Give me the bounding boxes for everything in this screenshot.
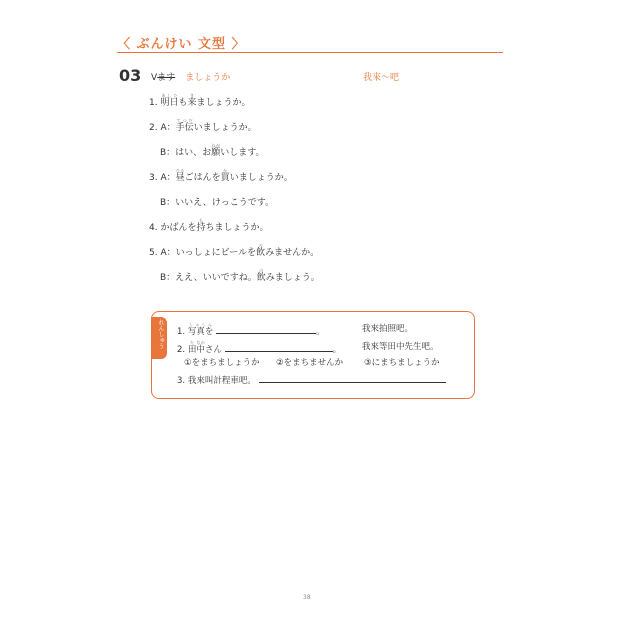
exercise-q1-translation: 我來拍照吧。: [362, 324, 414, 334]
sentence-text: いします。: [220, 148, 265, 158]
sentence-text: みましょう。: [265, 273, 320, 283]
sentence-number: 1.: [149, 98, 158, 108]
sentence-text: B：ええ、いいですね。: [160, 273, 257, 283]
sentence-text: A：: [160, 173, 176, 183]
example-sentence-3b: B：いいえ、けっこうです。: [160, 198, 274, 208]
question-number: 3.: [177, 376, 186, 386]
sentence-number: 5.: [149, 248, 158, 258]
sentence-number: 3.: [149, 173, 158, 183]
example-sentence-2b: [160, 143, 264, 158]
ruby-word: 買か: [220, 168, 230, 183]
sentence-text: A：: [160, 123, 176, 133]
question-text: 我來叫計程車吧。: [187, 376, 256, 386]
sentence-text: A：いっしょにビールを: [160, 248, 257, 258]
example-sentence-3a: [149, 168, 293, 183]
pattern-formula: [151, 70, 230, 83]
answer-blank[interactable]: [225, 343, 333, 352]
sentence-text: いましょうか。: [229, 173, 293, 183]
sentence-text: ましょうか。: [196, 98, 251, 108]
ruby-word: 明日あした: [160, 93, 179, 108]
ruby-word: 中なか: [196, 340, 205, 355]
ruby-word: 写真をしゃしん: [187, 322, 214, 337]
answer-blank[interactable]: [259, 374, 446, 383]
exercise-tab-label: れんしゅう: [157, 319, 164, 349]
sentence-text: みませんか。: [265, 248, 320, 258]
ruby-word: 飲の: [256, 268, 266, 283]
sentence-text: ごはんを: [184, 173, 221, 183]
section-divider: [117, 52, 503, 53]
ruby-word: 昼ひる: [175, 168, 185, 183]
sentence-text: も: [178, 98, 188, 108]
question-number: 2.: [177, 345, 186, 355]
pattern-struck: ます: [157, 73, 176, 83]
ruby-word: 飲の: [256, 243, 266, 258]
pattern-v: V: [151, 73, 158, 83]
pattern-form: ましょうか: [185, 73, 231, 83]
example-sentence-1: [149, 93, 251, 108]
ruby-word: 持も: [196, 218, 206, 233]
ruby-word: 来き: [187, 93, 197, 108]
option-3: ③にまちましょうか: [364, 358, 440, 368]
ruby-word: 田た: [187, 340, 197, 355]
exercise-q3: [177, 374, 446, 386]
exercise-q1: 1. 写真をしゃしん 。: [177, 322, 325, 337]
section-title: 〈 ぶんけい 文型 〉: [117, 37, 246, 52]
sentence-text: ちましょうか。: [205, 223, 269, 233]
option-2: ②をまちませんか: [276, 358, 344, 368]
example-sentence-4: [149, 218, 269, 233]
exercise-q2: 2. 田た中なかさん 。: [177, 340, 342, 355]
example-sentence-2a: [149, 118, 257, 133]
exercise-q2-translation: 我來等田中先生吧。: [362, 342, 439, 352]
sentence-text: B：はい、お: [160, 148, 212, 158]
pattern-number: 03: [119, 66, 142, 85]
ruby-word: 手伝てつだ: [175, 118, 194, 133]
answer-blank[interactable]: [216, 325, 316, 334]
sentence-number: 4.: [149, 223, 158, 233]
pattern-meaning: 我來〜吧: [363, 73, 400, 83]
sentence-text: かばんを: [160, 223, 197, 233]
example-sentence-5b: [160, 268, 320, 283]
ruby-word: 願ねが: [211, 143, 221, 158]
page-number: 38: [303, 594, 311, 601]
example-sentence-5a: [149, 243, 319, 258]
sentence-text: いましょうか。: [193, 123, 257, 133]
sentence-number: 2.: [149, 123, 158, 133]
question-number: 1.: [177, 327, 186, 337]
option-1: ①をまちましょうか: [184, 358, 260, 368]
